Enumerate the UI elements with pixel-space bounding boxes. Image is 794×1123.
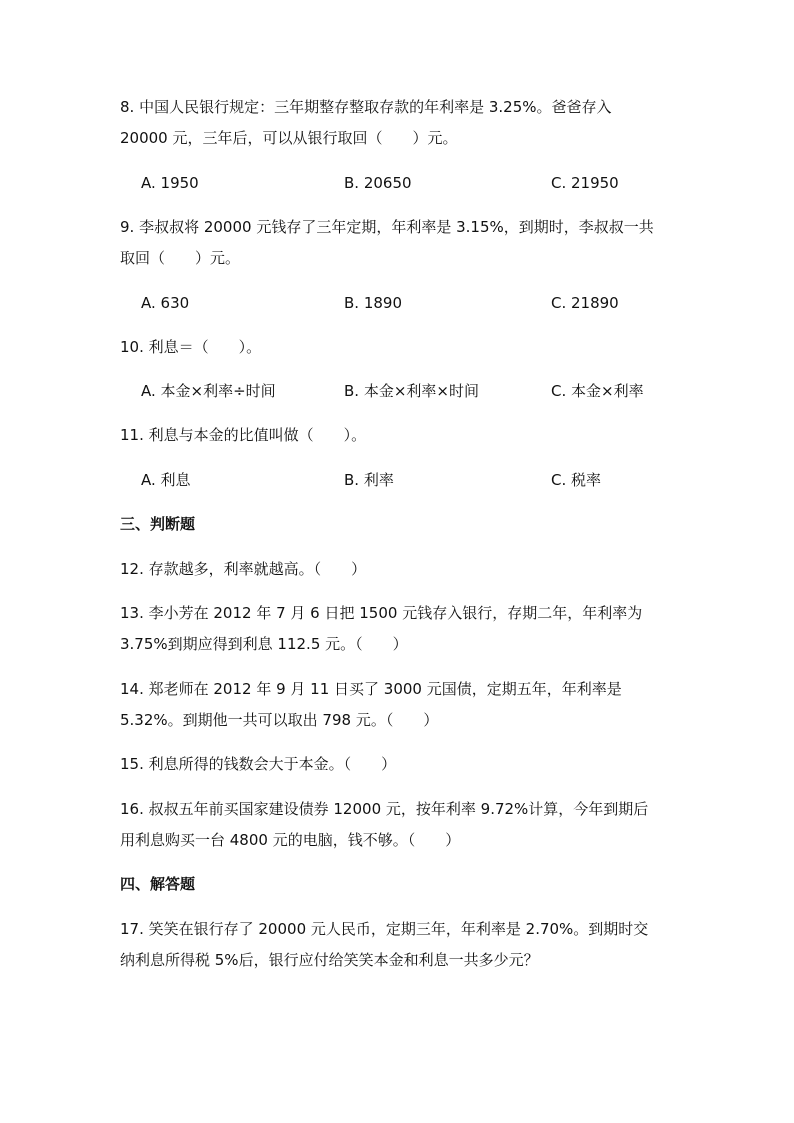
section-heading-solve: 四、解答题 [120, 875, 196, 893]
q8-option-b[interactable]: B. 20650 [344, 174, 412, 192]
q10-option-b[interactable]: B. 本金×利率×时间 [344, 382, 479, 400]
q8-text-line2: 20000 元，三年后，可以从银行取回（ ）元。 [120, 129, 458, 147]
q8-option-c[interactable]: C. 21950 [551, 174, 619, 192]
q10-option-a[interactable]: A. 本金×利率÷时间 [141, 382, 276, 400]
q13-text-line2: 3.75%到期应得到利息 112.5 元。（ ） [120, 635, 408, 653]
q16-text-line2: 用利息购买一台 4800 元的电脑，钱不够。（ ） [120, 831, 461, 849]
q17-text-line1: 17. 笑笑在银行存了 20000 元人民币，定期三年，年利率是 2.70%。到期时交 [120, 920, 649, 938]
q8-text-line1: 8. 中国人民银行规定：三年期整存整取存款的年利率是 3.25%。爸爸存入 [120, 98, 612, 116]
q12-text-line1: 12. 存款越多，利率就越高。（ ） [120, 560, 367, 578]
q16-text-line1: 16. 叔叔五年前买国家建设债券 12000 元，按年利率 9.72%计算，今年到期后 [120, 800, 649, 818]
q9-option-a[interactable]: A. 630 [141, 294, 190, 312]
q14-text-line1: 14. 郑老师在 2012 年 9 月 11 日买了 3000 元国债，定期五年，年利率是 [120, 680, 622, 698]
q9-text-line1: 9. 李叔叔将 20000 元钱存了三年定期，年利率是 3.15%，到期时，李叔叔一共 [120, 218, 654, 236]
q11-option-a[interactable]: A. 利息 [141, 471, 191, 489]
q8-option-a[interactable]: A. 1950 [141, 174, 199, 192]
q11-text-line1: 11. 利息与本金的比值叫做（ ）。 [120, 426, 367, 444]
q9-option-c[interactable]: C. 21890 [551, 294, 619, 312]
q11-option-b[interactable]: B. 利率 [344, 471, 394, 489]
section-heading-judgment: 三、判断题 [120, 515, 196, 533]
q11-option-c[interactable]: C. 税率 [551, 471, 602, 489]
q9-option-b[interactable]: B. 1890 [344, 294, 403, 312]
q14-text-line2: 5.32%。到期他一共可以取出 798 元。（ ） [120, 711, 439, 729]
q10-text-line1: 10. 利息＝（ ）。 [120, 338, 262, 356]
q10-option-c[interactable]: C. 本金×利率 [551, 382, 644, 400]
q17-text-line2: 纳利息所得税 5%后，银行应付给笑笑本金和利息一共多少元？ [120, 951, 539, 969]
q15-text-line1: 15. 利息所得的钱数会大于本金。（ ） [120, 755, 397, 773]
q13-text-line1: 13. 李小芳在 2012 年 7 月 6 日把 1500 元钱存入银行，存期二年，年利率为 [120, 604, 643, 622]
q9-text-line2: 取回（ ）元。 [120, 249, 241, 267]
